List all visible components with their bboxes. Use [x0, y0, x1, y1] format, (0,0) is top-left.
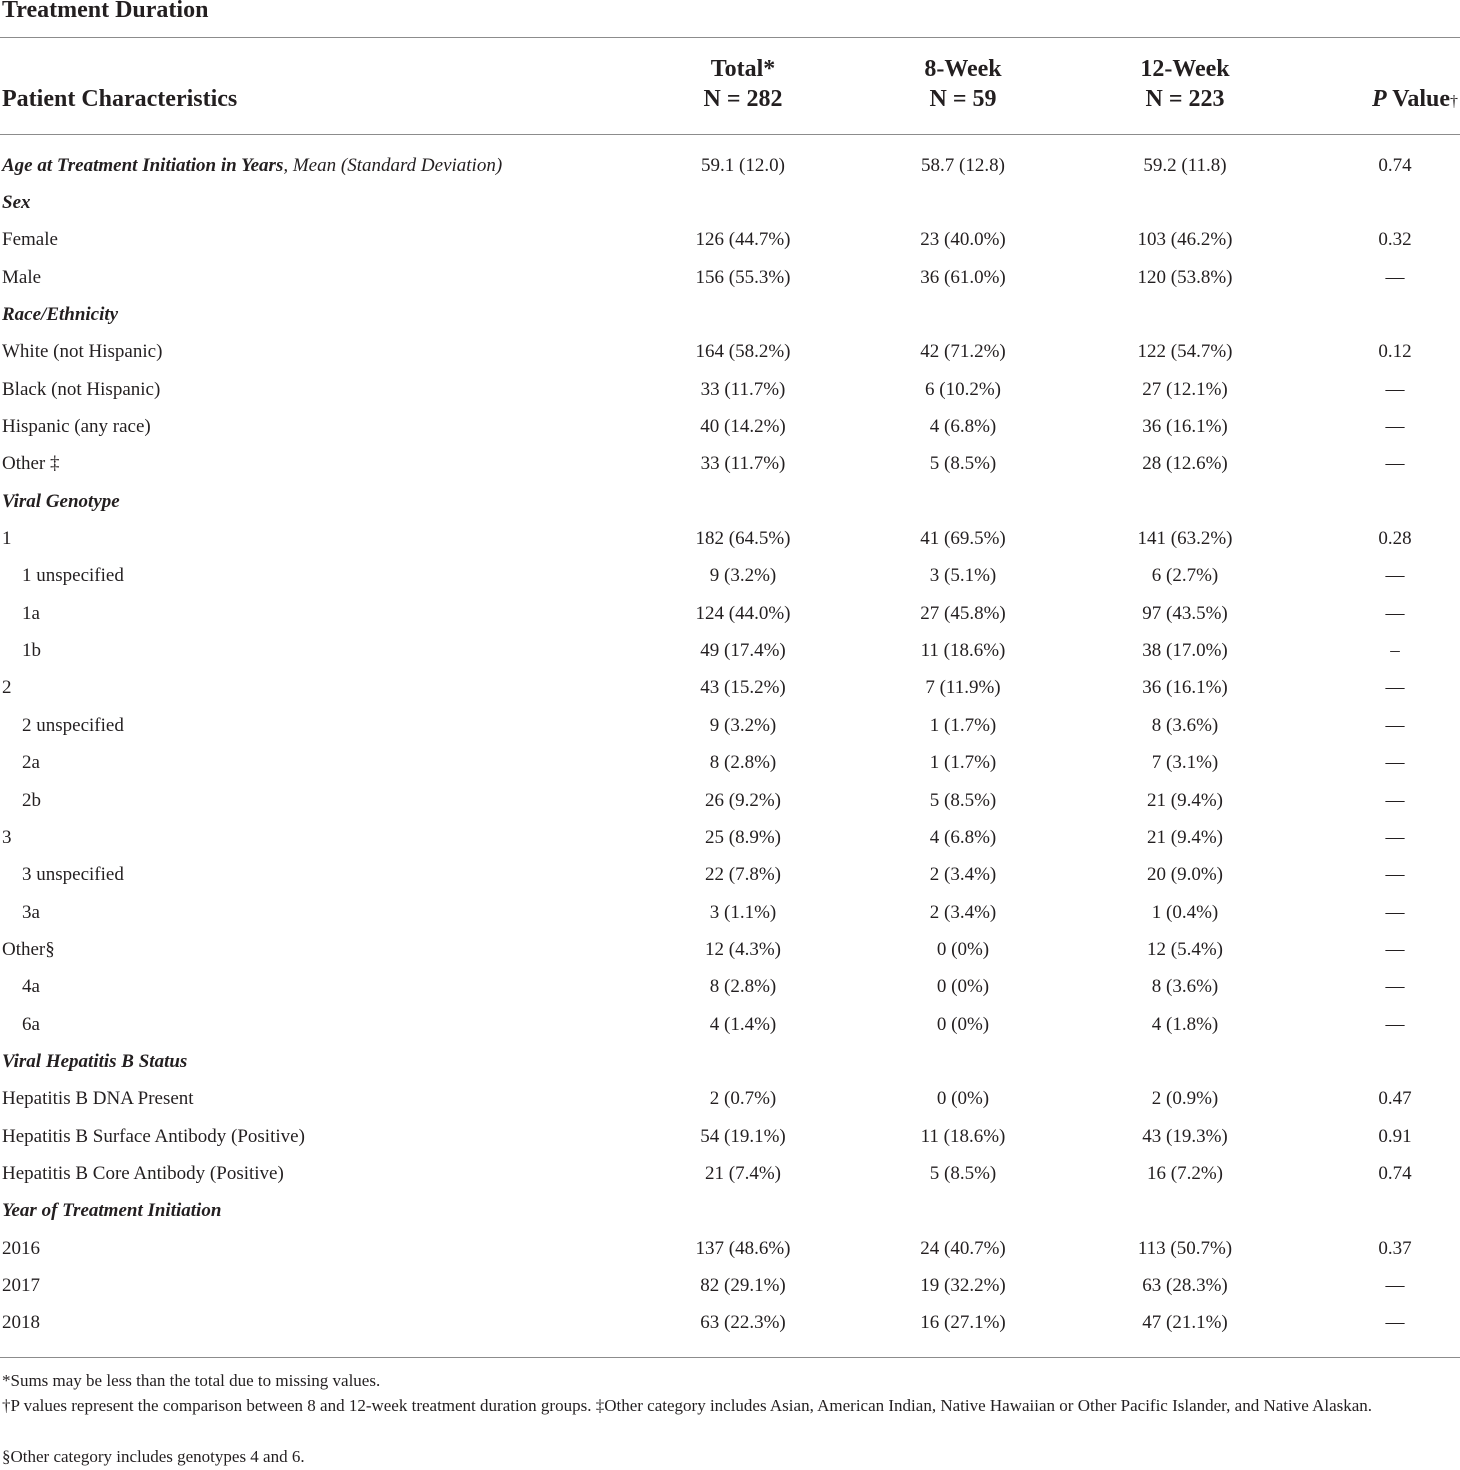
cell-p-value: 0.47	[1378, 1088, 1412, 1110]
cell-p-value: —	[1385, 752, 1405, 774]
cell-total: 22 (7.8%)	[705, 864, 781, 886]
table-row	[0, 1118, 1460, 1155]
row-label: 4a	[22, 976, 40, 998]
cell-p-value: 0.12	[1378, 341, 1412, 363]
cell-12-week: 21 (9.4%)	[1147, 789, 1223, 811]
cell-8-week: 2 (3.4%)	[929, 864, 997, 886]
cell-12-week: 7 (3.1%)	[1151, 752, 1219, 774]
cell-8-week: 41 (69.5%)	[920, 528, 1006, 550]
table-row	[0, 334, 1460, 371]
cell-8-week: 1 (1.7%)	[929, 752, 997, 774]
row-label: 2	[2, 677, 12, 699]
header-8-week	[880, 54, 1046, 114]
table-row	[0, 707, 1460, 744]
cell-total: 43 (15.2%)	[700, 677, 786, 699]
row-label: Hispanic (any race)	[2, 416, 151, 438]
cell-total: 82 (29.1%)	[700, 1274, 786, 1296]
cell-12-week: 141 (63.2%)	[1137, 528, 1233, 550]
row-label: Hepatitis B DNA Present	[2, 1088, 194, 1110]
cell-8-week: 24 (40.7%)	[920, 1237, 1006, 1259]
header-rule	[0, 134, 1460, 135]
row-label: Other§	[2, 938, 55, 960]
cell-12-week: 59.2 (11.8)	[1143, 154, 1227, 176]
table-row	[0, 1155, 1460, 1192]
cell-12-week: 28 (12.6%)	[1142, 453, 1228, 475]
cell-8-week: 2 (3.4%)	[929, 901, 997, 923]
row-label: 2 unspecified	[22, 714, 124, 736]
table-row	[0, 1006, 1460, 1043]
cell-12-week: 6 (2.7%)	[1151, 565, 1219, 587]
cell-8-week: 27 (45.8%)	[920, 602, 1006, 624]
cell-p-value: 0.32	[1378, 229, 1412, 251]
row-label: Age at Treatment Initiation in Years, Mean (Standard Deviation)	[2, 154, 503, 176]
cell-p-value: —	[1385, 602, 1405, 624]
cell-p-value: –	[1390, 640, 1400, 662]
row-label: 1a	[22, 602, 40, 624]
bottom-rule	[0, 1357, 1460, 1358]
cell-12-week: 122 (54.7%)	[1137, 341, 1233, 363]
header-patient-characteristics: Patient Characteristics	[2, 86, 238, 112]
table-row	[0, 819, 1460, 856]
cell-p-value: —	[1385, 976, 1405, 998]
header-p-value: P Value†	[1371, 86, 1458, 112]
table-row	[0, 1267, 1460, 1304]
cell-12-week: 16 (7.2%)	[1147, 1162, 1223, 1184]
footnote-sums: *Sums may be less than the total due to missing values.	[2, 1371, 381, 1390]
row-label: 3 unspecified	[22, 864, 124, 886]
cell-12-week: 43 (19.3%)	[1142, 1125, 1228, 1147]
table-row	[0, 147, 1460, 184]
table-row	[0, 1081, 1460, 1118]
table-row	[0, 1305, 1460, 1342]
cell-p-value: 0.74	[1378, 1162, 1412, 1184]
cell-12-week: 120 (53.8%)	[1137, 266, 1233, 288]
cell-p-value: —	[1385, 266, 1405, 288]
cell-8-week: 11 (18.6%)	[920, 1125, 1006, 1147]
table-row	[0, 894, 1460, 931]
cell-8-week: 5 (8.5%)	[929, 453, 997, 475]
header-12-week	[1100, 54, 1270, 114]
cell-12-week: 97 (43.5%)	[1142, 602, 1228, 624]
cell-8-week: 4 (6.8%)	[929, 826, 997, 848]
cell-total: 8 (2.8%)	[709, 752, 777, 774]
cell-total: 164 (58.2%)	[695, 341, 791, 363]
row-label: 2017	[2, 1274, 40, 1296]
row-label: Other ‡	[2, 453, 60, 475]
cell-p-value: —	[1385, 938, 1405, 960]
row-label: 2016	[2, 1237, 40, 1259]
cell-12-week: 21 (9.4%)	[1147, 826, 1223, 848]
row-label: Female	[2, 229, 58, 251]
row-label: Male	[2, 266, 42, 288]
section-label: Year of Treatment Initiation	[2, 1200, 222, 1222]
cell-8-week: 3 (5.1%)	[929, 565, 997, 587]
cell-8-week: 4 (6.8%)	[929, 416, 997, 438]
cell-total: 3 (1.1%)	[709, 901, 777, 923]
table-row	[0, 558, 1460, 595]
cell-12-week: 36 (16.1%)	[1142, 677, 1228, 699]
characteristics-table	[0, 147, 1460, 1342]
cell-12-week: 2 (0.9%)	[1151, 1088, 1219, 1110]
row-label: 2018	[2, 1312, 40, 1334]
table-row	[0, 520, 1460, 557]
cell-p-value: 0.91	[1378, 1125, 1412, 1147]
header-total	[660, 54, 826, 114]
cell-8-week: 0 (0%)	[936, 1088, 990, 1110]
cell-total: 124 (44.0%)	[695, 602, 791, 624]
cell-p-value: 0.74	[1378, 154, 1412, 176]
cell-12-week: 12 (5.4%)	[1147, 938, 1223, 960]
cell-12-week: 103 (46.2%)	[1137, 229, 1233, 251]
section-label: Race/Ethnicity	[2, 304, 119, 326]
section-label: Viral Hepatitis B Status	[2, 1050, 188, 1072]
row-label: 1 unspecified	[22, 565, 124, 587]
cell-total: 4 (1.4%)	[709, 1013, 777, 1035]
header-8-week-title: 8-Week	[924, 56, 1002, 82]
cell-8-week: 5 (8.5%)	[929, 1162, 997, 1184]
row-label: 1b	[22, 640, 41, 662]
cell-12-week: 4 (1.8%)	[1151, 1013, 1219, 1035]
cell-12-week: 20 (9.0%)	[1147, 864, 1223, 886]
table-row	[0, 1230, 1460, 1267]
cell-8-week: 0 (0%)	[936, 938, 990, 960]
cell-8-week: 0 (0%)	[936, 1013, 990, 1035]
cell-total: 8 (2.8%)	[709, 976, 777, 998]
cell-p-value: —	[1385, 1274, 1405, 1296]
cell-8-week: 16 (27.1%)	[920, 1312, 1006, 1334]
cell-total: 12 (4.3%)	[705, 938, 781, 960]
section-label: Viral Genotype	[2, 490, 120, 512]
cell-total: 54 (19.1%)	[700, 1125, 786, 1147]
cell-p-value: —	[1385, 714, 1405, 736]
table-row	[0, 595, 1460, 632]
cell-12-week: 47 (21.1%)	[1142, 1312, 1228, 1334]
row-label: Black (not Hispanic)	[2, 378, 161, 400]
row-label: Hepatitis B Core Antibody (Positive)	[2, 1162, 284, 1184]
cell-p-value: 0.37	[1378, 1237, 1412, 1259]
cell-total: 137 (48.6%)	[695, 1237, 791, 1259]
table-row	[0, 857, 1460, 894]
cell-8-week: 7 (11.9%)	[925, 677, 1001, 699]
cell-total: 2 (0.7%)	[709, 1088, 777, 1110]
cell-8-week: 42 (71.2%)	[920, 341, 1006, 363]
table-row	[0, 408, 1460, 445]
row-label: White (not Hispanic)	[2, 341, 163, 363]
table-row	[0, 259, 1460, 296]
table-title: Treatment Duration	[2, 0, 209, 23]
cell-total: 40 (14.2%)	[700, 416, 786, 438]
cell-total: 156 (55.3%)	[695, 266, 791, 288]
cell-8-week: 58.7 (12.8)	[921, 154, 1005, 176]
header-12-week-n: N = 223	[1145, 86, 1225, 112]
section-label: Sex	[2, 192, 31, 214]
cell-12-week: 8 (3.6%)	[1151, 714, 1219, 736]
cell-total: 63 (22.3%)	[700, 1312, 786, 1334]
cell-p-value: 0.28	[1378, 528, 1412, 550]
cell-12-week: 36 (16.1%)	[1142, 416, 1228, 438]
row-label: 1	[2, 528, 12, 550]
footnote-p-values: †P values represent the comparison between 8 and 12-week treatment duration groups. ‡Other category includes Asian, American Indian, Native Hawaiian or Other Pacific Islander, and Native Alaskan.	[2, 1396, 1373, 1415]
table-section-row	[0, 1043, 1460, 1080]
cell-p-value: —	[1385, 565, 1405, 587]
row-label: Hepatitis B Surface Antibody (Positive)	[2, 1125, 305, 1147]
cell-12-week: 38 (17.0%)	[1142, 640, 1228, 662]
cell-p-value: —	[1385, 453, 1405, 475]
cell-8-week: 11 (18.6%)	[920, 640, 1006, 662]
top-rule	[0, 37, 1460, 38]
cell-total: 126 (44.7%)	[695, 229, 791, 251]
cell-total: 33 (11.7%)	[700, 453, 786, 475]
cell-p-value: —	[1385, 826, 1405, 848]
cell-total: 26 (9.2%)	[705, 789, 781, 811]
table-row	[0, 782, 1460, 819]
cell-total: 9 (3.2%)	[709, 565, 777, 587]
table-row	[0, 670, 1460, 707]
cell-p-value: —	[1385, 1013, 1405, 1035]
table-section-row	[0, 1193, 1460, 1230]
cell-total: 33 (11.7%)	[700, 378, 786, 400]
table-row	[0, 745, 1460, 782]
cell-8-week: 19 (32.2%)	[920, 1274, 1006, 1296]
cell-total: 49 (17.4%)	[700, 640, 786, 662]
row-label: 2a	[22, 752, 40, 774]
cell-8-week: 1 (1.7%)	[929, 714, 997, 736]
cell-p-value: —	[1385, 901, 1405, 923]
table-row	[0, 222, 1460, 259]
cell-8-week: 23 (40.0%)	[920, 229, 1006, 251]
table-row	[0, 446, 1460, 483]
cell-8-week: 36 (61.0%)	[920, 266, 1006, 288]
table-section-row	[0, 296, 1460, 333]
cell-12-week: 63 (28.3%)	[1142, 1274, 1228, 1296]
row-label: 3	[2, 826, 12, 848]
table-row	[0, 969, 1460, 1006]
cell-12-week: 1 (0.4%)	[1151, 901, 1219, 923]
cell-p-value: —	[1385, 789, 1405, 811]
table-section-row	[0, 184, 1460, 221]
cell-p-value: —	[1385, 864, 1405, 886]
header-12-week-title: 12-Week	[1140, 56, 1230, 82]
row-label: 3a	[22, 901, 40, 923]
footnote-other-genotypes: §Other category includes genotypes 4 and 6.	[2, 1447, 305, 1466]
cell-total: 9 (3.2%)	[709, 714, 777, 736]
table-row	[0, 371, 1460, 408]
header-total-n: N = 282	[703, 86, 783, 112]
table-row	[0, 931, 1460, 968]
cell-8-week: 6 (10.2%)	[925, 378, 1001, 400]
cell-total: 182 (64.5%)	[695, 528, 791, 550]
cell-8-week: 5 (8.5%)	[929, 789, 997, 811]
cell-p-value: —	[1385, 416, 1405, 438]
cell-8-week: 0 (0%)	[936, 976, 990, 998]
cell-p-value: —	[1385, 378, 1405, 400]
cell-total: 25 (8.9%)	[705, 826, 781, 848]
cell-p-value: —	[1385, 1312, 1405, 1334]
header-8-week-n: N = 59	[929, 86, 997, 112]
cell-12-week: 27 (12.1%)	[1142, 378, 1228, 400]
cell-12-week: 8 (3.6%)	[1151, 976, 1219, 998]
cell-total: 59.1 (12.0)	[701, 154, 785, 176]
header-total-title: Total*	[710, 56, 776, 82]
cell-12-week: 113 (50.7%)	[1137, 1237, 1233, 1259]
row-label: 6a	[22, 1013, 40, 1035]
table-section-row	[0, 483, 1460, 520]
table-row	[0, 632, 1460, 669]
cell-total: 21 (7.4%)	[705, 1162, 781, 1184]
cell-p-value: —	[1385, 677, 1405, 699]
row-label: 2b	[22, 789, 41, 811]
